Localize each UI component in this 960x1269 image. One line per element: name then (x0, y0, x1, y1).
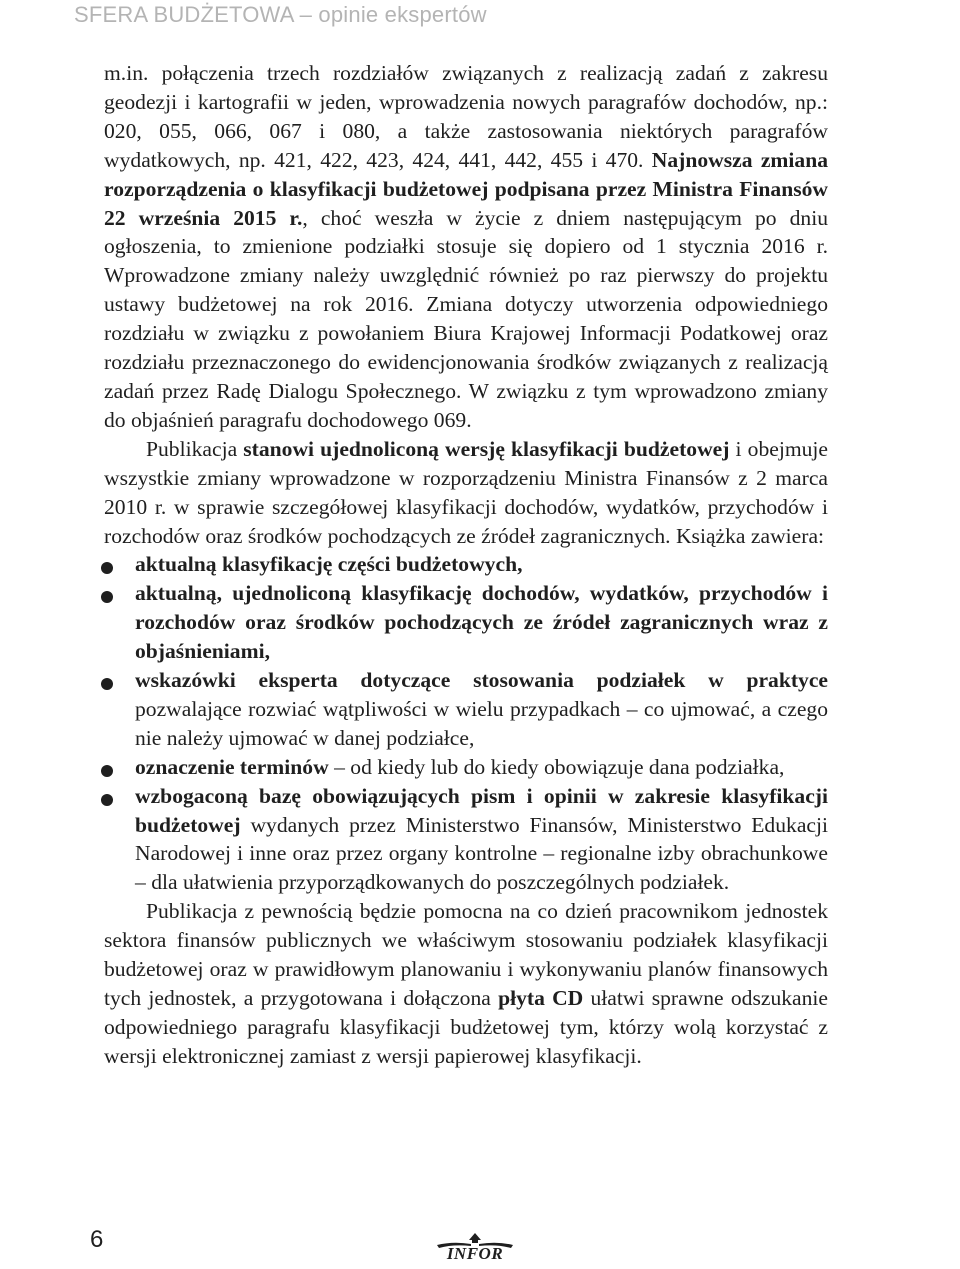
infor-logo (433, 1232, 517, 1262)
infor-logo-icon (433, 1232, 517, 1262)
paragraph-2-bold: stanowi ujednoliconą wersję klasyfikacji budżetowej (243, 436, 730, 461)
paragraph-1 (104, 59, 828, 435)
paragraph-3-text-a: Publikacja z pewnością będzie pomocna na co dzień pracownikom jednostek sektora finansów publicznych we właściwym stosowaniu podziałek klasyfikacji budżetowej oraz w prawidłowym planowaniu i wykonywaniu planów finansowych tych jednostek, a przygotowana i dołączona (104, 899, 828, 1010)
paragraph-2 (104, 435, 828, 551)
list-item-text: pozwalające rozwiać wątpliwości w wielu przypadkach – co ujmować, a czego nie należy ujmować w danej podziałce, (135, 696, 828, 750)
list-item (104, 550, 828, 579)
paragraph-1-text-a: m.in. połączenia trzech rozdziałów związanych z realizacją zadań z zakresu geodezji i kartografii w jeden, wprowadzenia nowych paragrafów dochodów, np.: 020, 055, 066, 067 i 080, a także zastosowania niektórych paragrafów wydatkowych, np. 421, 422, 423, 424, 441, 442, 455 i 470. (104, 61, 828, 172)
list-item (104, 782, 828, 898)
paragraph-1-bold: Najnowsza zmiana rozporządzenia o klasyfikacji budżetowej podpisana przez Ministra Finansów 22 września 2015 r. (104, 147, 829, 230)
list-item (104, 753, 828, 782)
list-item-text: – od kiedy lub do kiedy obowiązuje dana podziałka, (328, 754, 785, 779)
page-number: 6 (90, 1226, 104, 1253)
list-item-bold: aktualną klasyfikację części budżetowych, (135, 552, 523, 577)
article-body (104, 59, 828, 1071)
list-item-bold: oznaczenie terminów (135, 754, 329, 779)
list-item (104, 666, 828, 753)
paragraph-2-text-a: Publikacja (146, 436, 244, 461)
list-item-text: wydanych przez Ministerstwo Finansów, Ministerstwo Edukacji Narodowej i inne oraz przez organy kontrolne – regionalne izby obrachunkowe – dla ułatwienia przyporządkowanych do poszczególnych podziałek. (135, 812, 828, 895)
list-item-bold: wzbogaconą bazę obowiązujących pism i opinii w zakresie klasyfikacji budżetowej (135, 783, 828, 837)
paragraph-1-text-b: , choć weszła w życie z dniem następującym po dniu ogłoszenia, to zmienione podziałki stosuje się dopiero od 1 stycznia 2016 r. Wprowadzone zmiany należy uwzględnić również po raz pierwszy do projektu ustawy budżetowej na rok 2016. Zmiana dotyczy utworzenia odpowiedniego rozdziału w związku z powołaniem Biura Krajowej Informacji Podatkowej oraz rozdziału przeznaczonego do ewidencjonowania środków związanych z realizacją zadań przez Radę Dialogu Społecznego. W związku z tym wprowadzono zmiany do objaśnień paragrafu dochodowego 069. (104, 205, 828, 432)
list-item (104, 579, 828, 666)
logo-text: INFOR (446, 1244, 504, 1262)
list-item-bold: aktualną, ujednoliconą klasyfikację dochodów, wydatków, przychodów i rozchodów oraz środków pochodzących ze źródeł zagranicznych wraz z objaśnieniami, (135, 581, 828, 664)
paragraph-3-text-b: ułatwi sprawne odszukanie odpowiedniego paragrafu klasyfikacji budżetowej tym, którzy wolą korzystać z wersji elektronicznej zamiast z wersji papierowej klasyfikacji. (104, 986, 828, 1068)
paragraph-3-bold: płyta CD (498, 986, 584, 1010)
paragraph-2-text-b: i obejmuje wszystkie zmiany wprowadzone w rozporządzeniu Ministra Finansów z 2 marca 2010 r. w sprawie szczegółowej klasyfikacji dochodów, wydatków, przychodów i rozchodów oraz środków pochodzących ze źródeł zagranicznych. Książka zawiera: (104, 436, 828, 548)
contents-list (104, 550, 828, 897)
running-header: SFERA BUDŻETOWA – opinie ekspertów (74, 2, 487, 27)
paragraph-3 (104, 897, 828, 1070)
list-item-bold: wskazówki eksperta dotyczące stosowania podziałek w praktyce (135, 668, 828, 693)
